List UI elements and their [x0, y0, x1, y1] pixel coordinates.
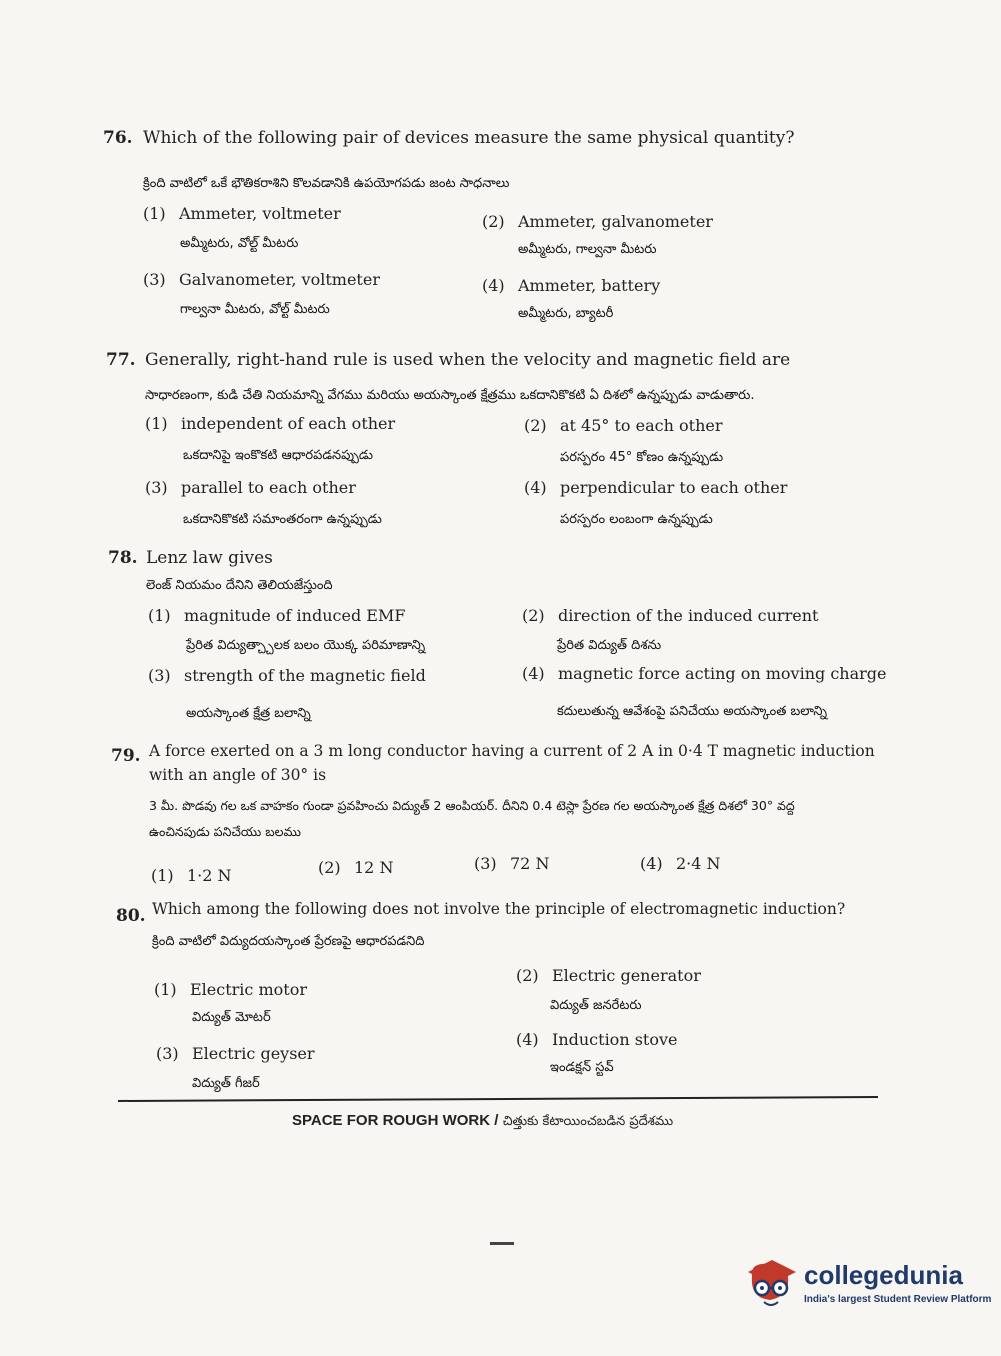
- option-2-telugu: అమ్మీటరు, గాల్వనా మీటరు: [518, 242, 657, 257]
- question-number: 80.: [116, 906, 146, 926]
- logo-name: collegedunia: [804, 1260, 963, 1290]
- option-1-telugu: అమ్మీటరు, వోల్ట్ మీటరు: [180, 236, 299, 251]
- option-2: (2) 12 N: [318, 858, 394, 877]
- logo-tagline: India's largest Student Review Platform: [804, 1294, 992, 1305]
- option-1: (1) Ammeter, voltmeter: [143, 204, 341, 223]
- option-3-telugu: గాల్వనా మీటరు, వోల్ట్ మీటరు: [180, 302, 330, 317]
- option-3-telugu: ఒకదానికొకటి సమాంతరంగా ఉన్నప్పుడు: [183, 512, 382, 527]
- option-2: (2) direction of the induced current: [522, 606, 819, 625]
- option-2-telugu: విద్యుత్ జనరేటరు: [550, 998, 642, 1013]
- option-1: (1) Electric motor: [154, 980, 307, 999]
- option-3-telugu: విద్యుత్ గీజర్: [192, 1076, 260, 1091]
- question-telugu: సాధారణంగా, కుడి చేతి నియమాన్ని వేగము మరియు అయస్కాంత క్షేత్రము ఒకదానికొకటి ఏ దిశలో ఉన్నప్పుడు వాడుతారు.: [145, 388, 755, 403]
- option-3: (3) 72 N: [474, 854, 550, 873]
- mascot-icon: [742, 1256, 798, 1312]
- question-number: 76.: [103, 128, 133, 148]
- option-4: (4) Induction stove: [516, 1030, 678, 1049]
- question-telugu: 3 మీ. పొడవు గల ఒక వాహకం గుండా ప్రవహించు విద్యుత్ 2 ఆంపియర్. దీనిని 0.4 టెస్లా ప్రేరణ గల అయస్కాంత క్షేత్ర దిశలో 30° వద్ద: [149, 798, 795, 813]
- option-2: (2) Electric generator: [516, 966, 701, 985]
- option-1-telugu: విద్యుత్ మోటర్: [192, 1010, 271, 1025]
- question-number: 79.: [111, 746, 141, 766]
- option-4-telugu: అమ్మీటరు, బ్యాటరీ: [518, 306, 614, 321]
- option-2: (2) at 45° to each other: [524, 416, 723, 435]
- option-2: (2) Ammeter, galvanometer: [482, 212, 713, 231]
- option-4-telugu: ఇండక్షన్ స్టవ్: [550, 1060, 614, 1075]
- footer-divider: [118, 1096, 878, 1102]
- rough-work-label: SPACE FOR ROUGH WORK / చిత్తుకు కేటాయించబడిన ప్రదేశము: [292, 1112, 674, 1129]
- option-4-telugu: పరస్పరం లంబంగా ఉన్నప్పుడు: [560, 512, 713, 527]
- option-4: (4) Ammeter, battery: [482, 276, 661, 295]
- question-telugu-line-2: ఉంచినపుడు పనిచేయు బలము: [149, 824, 302, 839]
- option-4: (4) 2·4 N: [640, 854, 721, 873]
- question-text: Which among the following does not involve the principle of electromagnetic induction?: [152, 900, 846, 918]
- option-3: (3) Galvanometer, voltmeter: [143, 270, 380, 289]
- question-telugu: క్రింది వాటిలో ఒకే భౌతికరాశిని కొలవడానికి ఉపయోగపడు జంట సాధనాలు: [143, 176, 510, 191]
- option-1: (1) 1·2 N: [151, 866, 232, 885]
- option-2-telugu: పరస్పరం 45° కోణం ఉన్నప్పుడు: [560, 450, 724, 465]
- option-3: (3) parallel to each other: [145, 478, 356, 497]
- option-1: (1) independent of each other: [145, 414, 396, 433]
- option-1-telugu: ఒకదానిపై ఇంకొకటి ఆధారపడనప్పుడు: [183, 448, 374, 463]
- option-3: (3) strength of the magnetic field: [148, 666, 426, 685]
- collegedunia-logo: [742, 1252, 992, 1316]
- option-4: (4) magnetic force acting on moving charge: [522, 664, 887, 683]
- question-text: Which of the following pair of devices measure the same physical quantity?: [143, 128, 795, 148]
- question-telugu: క్రింది వాటిలో విద్యుదయస్కాంత ప్రేరణపై ఆధారపడనిది: [152, 934, 425, 949]
- question-text: Lenz law gives: [146, 548, 273, 568]
- option-3-telugu: అయస్కాంత క్షేత్ర బలాన్ని: [186, 706, 311, 721]
- question-text-line-2: with an angle of 30° is: [149, 766, 327, 784]
- option-2-telugu: ప్రేరిత విద్యుత్ దిశను: [557, 638, 662, 653]
- option-4: (4) perpendicular to each other: [524, 478, 788, 497]
- question-text: A force exerted on a 3 m long conductor having a current of 2 A in 0·4 T magnetic induction: [149, 742, 875, 760]
- question-text: Generally, right-hand rule is used when the velocity and magnetic field are: [145, 350, 791, 370]
- option-4-telugu: కదులుతున్న ఆవేశంపై పనిచేయు అయస్కాంత బలాన్ని: [557, 704, 827, 719]
- page-number-mark: [490, 1242, 514, 1245]
- option-3: (3) Electric geyser: [156, 1044, 315, 1063]
- option-1-telugu: ప్రేరిత విద్యుత్చ్చాలక బలం యొక్క పరిమాణాన్ని: [186, 638, 426, 653]
- question-number: 77.: [106, 350, 136, 370]
- option-1: (1) magnitude of induced EMF: [148, 606, 406, 625]
- question-telugu: లెంజ్ నియమం దేనిని తెలియజేస్తుంది: [146, 578, 333, 593]
- question-number: 78.: [108, 548, 138, 568]
